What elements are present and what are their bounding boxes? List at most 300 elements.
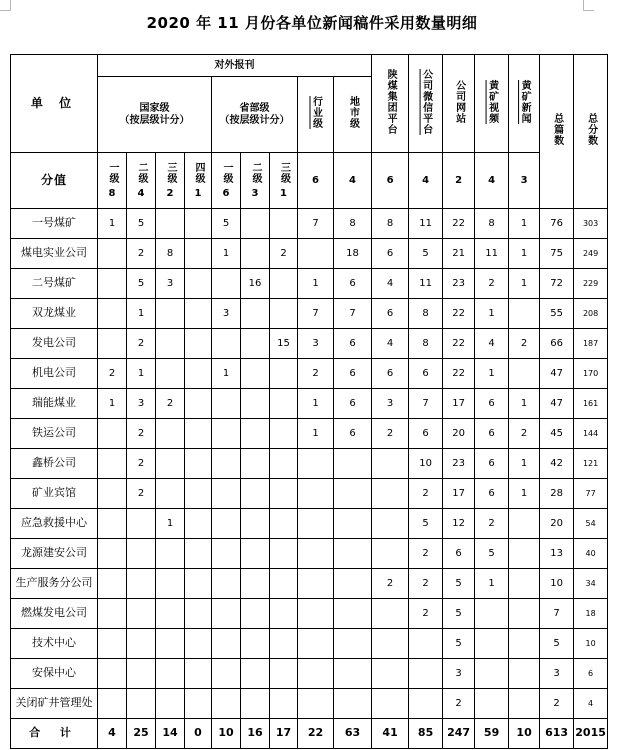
unit-name-cell: 燃煤发电公司 xyxy=(11,599,98,629)
count-cell xyxy=(212,539,241,569)
count-cell: 8 xyxy=(372,209,409,239)
city-level-header: 地市级 xyxy=(334,77,372,153)
count-cell xyxy=(270,269,298,299)
count-cell: 2 xyxy=(298,359,334,389)
count-cell xyxy=(127,539,156,569)
external-publication-header: 对外报刊 xyxy=(98,55,372,77)
count-cell xyxy=(270,659,298,689)
count-cell xyxy=(270,689,298,719)
count-cell: 1 xyxy=(298,419,334,449)
count-cell: 47 xyxy=(540,359,574,389)
count-cell: 5 xyxy=(127,269,156,299)
unit-name-cell: 安保中心 xyxy=(11,659,98,689)
count-cell xyxy=(241,329,270,359)
table-row xyxy=(11,659,608,689)
count-cell xyxy=(509,359,540,389)
count-cell: 1 xyxy=(298,269,334,299)
table-row xyxy=(11,389,608,419)
count-cell xyxy=(156,629,185,659)
count-cell xyxy=(475,659,509,689)
video-header: 黄矿视频 xyxy=(475,55,509,153)
count-cell: 6 xyxy=(574,659,608,689)
provincial-level-1: 一级 6 xyxy=(212,153,241,209)
count-cell xyxy=(298,239,334,269)
count-cell xyxy=(98,419,127,449)
total-cell: 22 xyxy=(298,719,334,749)
count-cell xyxy=(185,359,212,389)
count-cell: 7 xyxy=(409,389,443,419)
count-cell xyxy=(185,419,212,449)
count-cell xyxy=(241,449,270,479)
count-cell xyxy=(409,629,443,659)
total-cell: 4 xyxy=(98,719,127,749)
wechat-platform-header: 公司微信平台 xyxy=(409,55,443,153)
count-cell xyxy=(156,419,185,449)
unit-name-cell: 鑫桥公司 xyxy=(11,449,98,479)
count-cell xyxy=(241,599,270,629)
count-cell xyxy=(185,509,212,539)
count-cell xyxy=(334,659,372,689)
count-cell: 16 xyxy=(241,269,270,299)
provincial-level-2: 二级 3 xyxy=(241,153,270,209)
count-cell: 5 xyxy=(409,509,443,539)
count-cell: 22 xyxy=(443,299,475,329)
count-cell xyxy=(270,509,298,539)
count-cell: 5 xyxy=(443,629,475,659)
count-cell xyxy=(372,659,409,689)
page-corner-mark-right xyxy=(583,0,594,11)
table-row xyxy=(11,359,608,389)
count-cell: 5 xyxy=(475,539,509,569)
count-cell xyxy=(185,599,212,629)
totals-label: 合 计 xyxy=(11,719,98,749)
count-cell: 1 xyxy=(98,209,127,239)
total-cell: 25 xyxy=(127,719,156,749)
count-cell xyxy=(185,449,212,479)
unit-name-cell: 双龙煤业 xyxy=(11,299,98,329)
count-cell: 1 xyxy=(509,209,540,239)
page-corner-mark-left xyxy=(0,0,11,11)
count-cell: 4 xyxy=(372,329,409,359)
count-cell: 6 xyxy=(443,539,475,569)
count-cell xyxy=(372,689,409,719)
count-cell xyxy=(334,689,372,719)
national-level-3: 三级 2 xyxy=(156,153,185,209)
count-cell xyxy=(241,539,270,569)
total-cell: 63 xyxy=(334,719,372,749)
count-cell xyxy=(241,299,270,329)
count-cell xyxy=(298,629,334,659)
count-cell xyxy=(241,689,270,719)
count-cell: 6 xyxy=(372,299,409,329)
count-cell: 170 xyxy=(574,359,608,389)
table-row xyxy=(11,209,608,239)
table-row xyxy=(11,449,608,479)
national-level-1: 一级 8 xyxy=(98,153,127,209)
count-cell: 208 xyxy=(574,299,608,329)
total-cell: 2015 xyxy=(574,719,608,749)
unit-name-cell: 应急救援中心 xyxy=(11,509,98,539)
radio-score: 3 xyxy=(509,153,540,209)
count-cell: 2 xyxy=(409,569,443,599)
count-cell: 12 xyxy=(443,509,475,539)
count-cell xyxy=(270,629,298,659)
count-cell: 2 xyxy=(475,509,509,539)
table-row xyxy=(11,689,608,719)
count-cell: 7 xyxy=(540,599,574,629)
count-cell: 45 xyxy=(540,419,574,449)
count-cell xyxy=(185,479,212,509)
count-cell: 2 xyxy=(127,479,156,509)
count-cell xyxy=(212,419,241,449)
count-cell: 72 xyxy=(540,269,574,299)
count-cell xyxy=(270,299,298,329)
count-cell xyxy=(185,539,212,569)
count-cell xyxy=(334,539,372,569)
count-cell xyxy=(185,239,212,269)
table-row xyxy=(11,239,608,269)
total-cell: 247 xyxy=(443,719,475,749)
count-cell xyxy=(475,599,509,629)
count-cell xyxy=(298,539,334,569)
count-cell xyxy=(372,449,409,479)
count-cell xyxy=(241,419,270,449)
count-cell xyxy=(509,599,540,629)
count-cell: 22 xyxy=(443,209,475,239)
count-cell: 47 xyxy=(540,389,574,419)
total-cell: 0 xyxy=(185,719,212,749)
count-cell: 8 xyxy=(409,299,443,329)
count-cell xyxy=(127,599,156,629)
totals-row xyxy=(11,719,608,749)
count-cell xyxy=(127,689,156,719)
table-row xyxy=(11,509,608,539)
count-cell xyxy=(509,659,540,689)
count-cell: 6 xyxy=(334,419,372,449)
count-cell: 77 xyxy=(574,479,608,509)
count-cell xyxy=(509,629,540,659)
count-cell: 13 xyxy=(540,539,574,569)
count-cell xyxy=(372,539,409,569)
count-cell xyxy=(212,449,241,479)
count-cell xyxy=(509,299,540,329)
count-cell: 6 xyxy=(334,389,372,419)
count-cell: 1 xyxy=(156,509,185,539)
count-cell: 229 xyxy=(574,269,608,299)
count-cell: 20 xyxy=(540,509,574,539)
count-cell: 8 xyxy=(409,329,443,359)
total-cell: 10 xyxy=(212,719,241,749)
count-cell: 75 xyxy=(540,239,574,269)
count-cell xyxy=(98,539,127,569)
count-cell xyxy=(185,209,212,239)
count-cell: 55 xyxy=(540,299,574,329)
count-cell xyxy=(127,509,156,539)
count-cell: 40 xyxy=(574,539,608,569)
national-level-2: 二级 4 xyxy=(127,153,156,209)
count-cell xyxy=(156,659,185,689)
count-cell: 2 xyxy=(409,539,443,569)
city-score: 4 xyxy=(334,153,372,209)
count-cell xyxy=(185,629,212,659)
wechat-score: 4 xyxy=(409,153,443,209)
count-cell xyxy=(270,389,298,419)
count-cell: 6 xyxy=(334,329,372,359)
count-cell: 11 xyxy=(409,269,443,299)
count-cell xyxy=(212,269,241,299)
unit-name-cell: 矿业宾馆 xyxy=(11,479,98,509)
count-cell: 144 xyxy=(574,419,608,449)
video-score: 4 xyxy=(475,153,509,209)
count-cell xyxy=(298,659,334,689)
count-cell xyxy=(185,299,212,329)
radio-header: 黄矿新闻 xyxy=(509,55,540,153)
table-row xyxy=(11,419,608,449)
count-cell: 249 xyxy=(574,239,608,269)
count-cell xyxy=(241,479,270,509)
count-cell: 11 xyxy=(475,239,509,269)
count-cell: 2 xyxy=(98,359,127,389)
count-cell xyxy=(270,479,298,509)
count-cell xyxy=(156,689,185,719)
total-cell: 10 xyxy=(509,719,540,749)
count-cell xyxy=(212,569,241,599)
count-cell xyxy=(298,569,334,599)
national-level-header: 国家级 （按层级计分） xyxy=(98,77,212,153)
count-cell: 2 xyxy=(127,419,156,449)
count-cell xyxy=(298,599,334,629)
count-cell: 5 xyxy=(443,569,475,599)
count-cell xyxy=(127,629,156,659)
count-cell: 6 xyxy=(475,479,509,509)
count-cell: 6 xyxy=(372,359,409,389)
count-cell: 7 xyxy=(298,209,334,239)
count-cell: 17 xyxy=(443,479,475,509)
count-cell: 7 xyxy=(298,299,334,329)
count-cell xyxy=(298,449,334,479)
count-cell: 4 xyxy=(574,689,608,719)
count-cell xyxy=(270,209,298,239)
total-score-header: 总分数 xyxy=(574,55,608,209)
table-row xyxy=(11,329,608,359)
count-cell xyxy=(475,629,509,659)
count-cell: 121 xyxy=(574,449,608,479)
count-cell xyxy=(409,659,443,689)
count-cell xyxy=(156,539,185,569)
count-cell: 1 xyxy=(127,359,156,389)
unit-name-cell: 发电公司 xyxy=(11,329,98,359)
count-cell: 2 xyxy=(372,419,409,449)
count-cell xyxy=(241,359,270,389)
count-cell xyxy=(298,689,334,719)
count-cell: 3 xyxy=(540,659,574,689)
count-cell: 6 xyxy=(334,269,372,299)
count-cell xyxy=(270,599,298,629)
count-cell xyxy=(241,209,270,239)
provincial-level-3: 三级 1 xyxy=(270,153,298,209)
count-cell: 4 xyxy=(475,329,509,359)
count-cell: 5 xyxy=(127,209,156,239)
count-cell xyxy=(98,479,127,509)
count-cell: 2 xyxy=(540,689,574,719)
unit-name-cell: 机电公司 xyxy=(11,359,98,389)
count-cell: 5 xyxy=(443,599,475,629)
count-cell: 2 xyxy=(475,269,509,299)
count-cell xyxy=(475,689,509,719)
count-cell: 2 xyxy=(409,479,443,509)
count-cell xyxy=(372,599,409,629)
count-cell: 5 xyxy=(409,239,443,269)
count-cell xyxy=(334,479,372,509)
count-cell xyxy=(241,389,270,419)
count-cell: 42 xyxy=(540,449,574,479)
count-cell: 76 xyxy=(540,209,574,239)
count-cell xyxy=(98,689,127,719)
count-cell xyxy=(212,629,241,659)
count-cell xyxy=(98,299,127,329)
count-cell xyxy=(241,629,270,659)
count-cell: 18 xyxy=(574,599,608,629)
count-cell: 17 xyxy=(443,389,475,419)
count-cell xyxy=(212,659,241,689)
count-cell xyxy=(334,569,372,599)
count-cell xyxy=(334,599,372,629)
industry-level-header: 行业级 xyxy=(298,77,334,153)
count-cell xyxy=(156,329,185,359)
count-cell: 1 xyxy=(509,269,540,299)
count-cell: 3 xyxy=(443,659,475,689)
total-cell: 17 xyxy=(270,719,298,749)
count-cell: 1 xyxy=(212,359,241,389)
header-row-1 xyxy=(11,55,608,77)
count-cell xyxy=(98,269,127,299)
table-row xyxy=(11,269,608,299)
count-cell: 1 xyxy=(98,389,127,419)
count-cell: 10 xyxy=(574,629,608,659)
count-cell: 2 xyxy=(443,689,475,719)
unit-name-cell: 铁运公司 xyxy=(11,419,98,449)
count-cell: 2 xyxy=(409,599,443,629)
count-cell: 1 xyxy=(475,359,509,389)
count-cell: 3 xyxy=(212,299,241,329)
count-cell xyxy=(156,569,185,599)
total-cell: 85 xyxy=(409,719,443,749)
count-cell: 1 xyxy=(509,389,540,419)
count-cell: 161 xyxy=(574,389,608,419)
count-cell xyxy=(241,509,270,539)
count-cell xyxy=(270,569,298,599)
count-cell xyxy=(98,329,127,359)
count-cell: 2 xyxy=(509,419,540,449)
count-cell xyxy=(98,239,127,269)
count-cell: 6 xyxy=(475,419,509,449)
count-cell xyxy=(156,299,185,329)
count-cell: 66 xyxy=(540,329,574,359)
table-row xyxy=(11,569,608,599)
count-cell: 54 xyxy=(574,509,608,539)
count-cell: 6 xyxy=(475,389,509,419)
count-cell: 18 xyxy=(334,239,372,269)
count-cell: 5 xyxy=(212,209,241,239)
count-cell: 1 xyxy=(475,569,509,599)
score-row xyxy=(11,153,608,209)
count-cell: 11 xyxy=(409,209,443,239)
count-cell: 187 xyxy=(574,329,608,359)
unit-name-cell: 煤电实业公司 xyxy=(11,239,98,269)
count-cell xyxy=(372,629,409,659)
industry-score: 6 xyxy=(298,153,334,209)
count-cell: 10 xyxy=(540,569,574,599)
count-cell: 6 xyxy=(475,449,509,479)
website-score: 2 xyxy=(443,153,475,209)
count-cell: 303 xyxy=(574,209,608,239)
unit-name-cell: 技术中心 xyxy=(11,629,98,659)
count-cell: 20 xyxy=(443,419,475,449)
count-cell xyxy=(127,569,156,599)
count-cell xyxy=(98,629,127,659)
count-cell xyxy=(98,449,127,479)
count-cell: 1 xyxy=(475,299,509,329)
total-cell: 41 xyxy=(372,719,409,749)
count-cell: 34 xyxy=(574,569,608,599)
table-row xyxy=(11,299,608,329)
count-cell: 15 xyxy=(270,329,298,359)
unit-header: 单 位 xyxy=(11,55,98,153)
table-row xyxy=(11,479,608,509)
news-count-table xyxy=(10,54,608,749)
count-cell: 21 xyxy=(443,239,475,269)
count-cell xyxy=(185,659,212,689)
count-cell: 6 xyxy=(372,239,409,269)
count-cell: 23 xyxy=(443,269,475,299)
count-cell: 1 xyxy=(509,239,540,269)
count-cell: 28 xyxy=(540,479,574,509)
table-body xyxy=(11,209,608,719)
count-cell xyxy=(270,449,298,479)
count-cell: 2 xyxy=(156,389,185,419)
count-cell: 4 xyxy=(372,269,409,299)
count-cell xyxy=(98,569,127,599)
count-cell xyxy=(127,659,156,689)
count-cell: 2 xyxy=(372,569,409,599)
count-cell xyxy=(156,479,185,509)
count-cell xyxy=(212,689,241,719)
unit-name-cell: 二号煤矿 xyxy=(11,269,98,299)
group-platform-header: 陕煤集团平台 xyxy=(372,55,409,153)
unit-name-cell: 关闭矿井管理处 xyxy=(11,689,98,719)
total-cell: 14 xyxy=(156,719,185,749)
count-cell xyxy=(185,569,212,599)
count-cell xyxy=(156,359,185,389)
count-cell xyxy=(212,599,241,629)
unit-name-cell: 一号煤矿 xyxy=(11,209,98,239)
count-cell xyxy=(156,599,185,629)
count-cell xyxy=(334,449,372,479)
count-cell xyxy=(270,359,298,389)
score-label: 分值 xyxy=(11,153,98,209)
document-title: 2020 年 11 月份各单位新闻稿件采用数量明细 xyxy=(146,14,478,32)
count-cell: 1 xyxy=(212,239,241,269)
national-level-4: 四级 1 xyxy=(185,153,212,209)
count-cell xyxy=(509,689,540,719)
count-cell xyxy=(509,539,540,569)
count-cell: 1 xyxy=(298,389,334,419)
count-cell xyxy=(185,689,212,719)
table-row xyxy=(11,629,608,659)
count-cell: 22 xyxy=(443,359,475,389)
count-cell xyxy=(185,329,212,359)
count-cell: 8 xyxy=(334,209,372,239)
